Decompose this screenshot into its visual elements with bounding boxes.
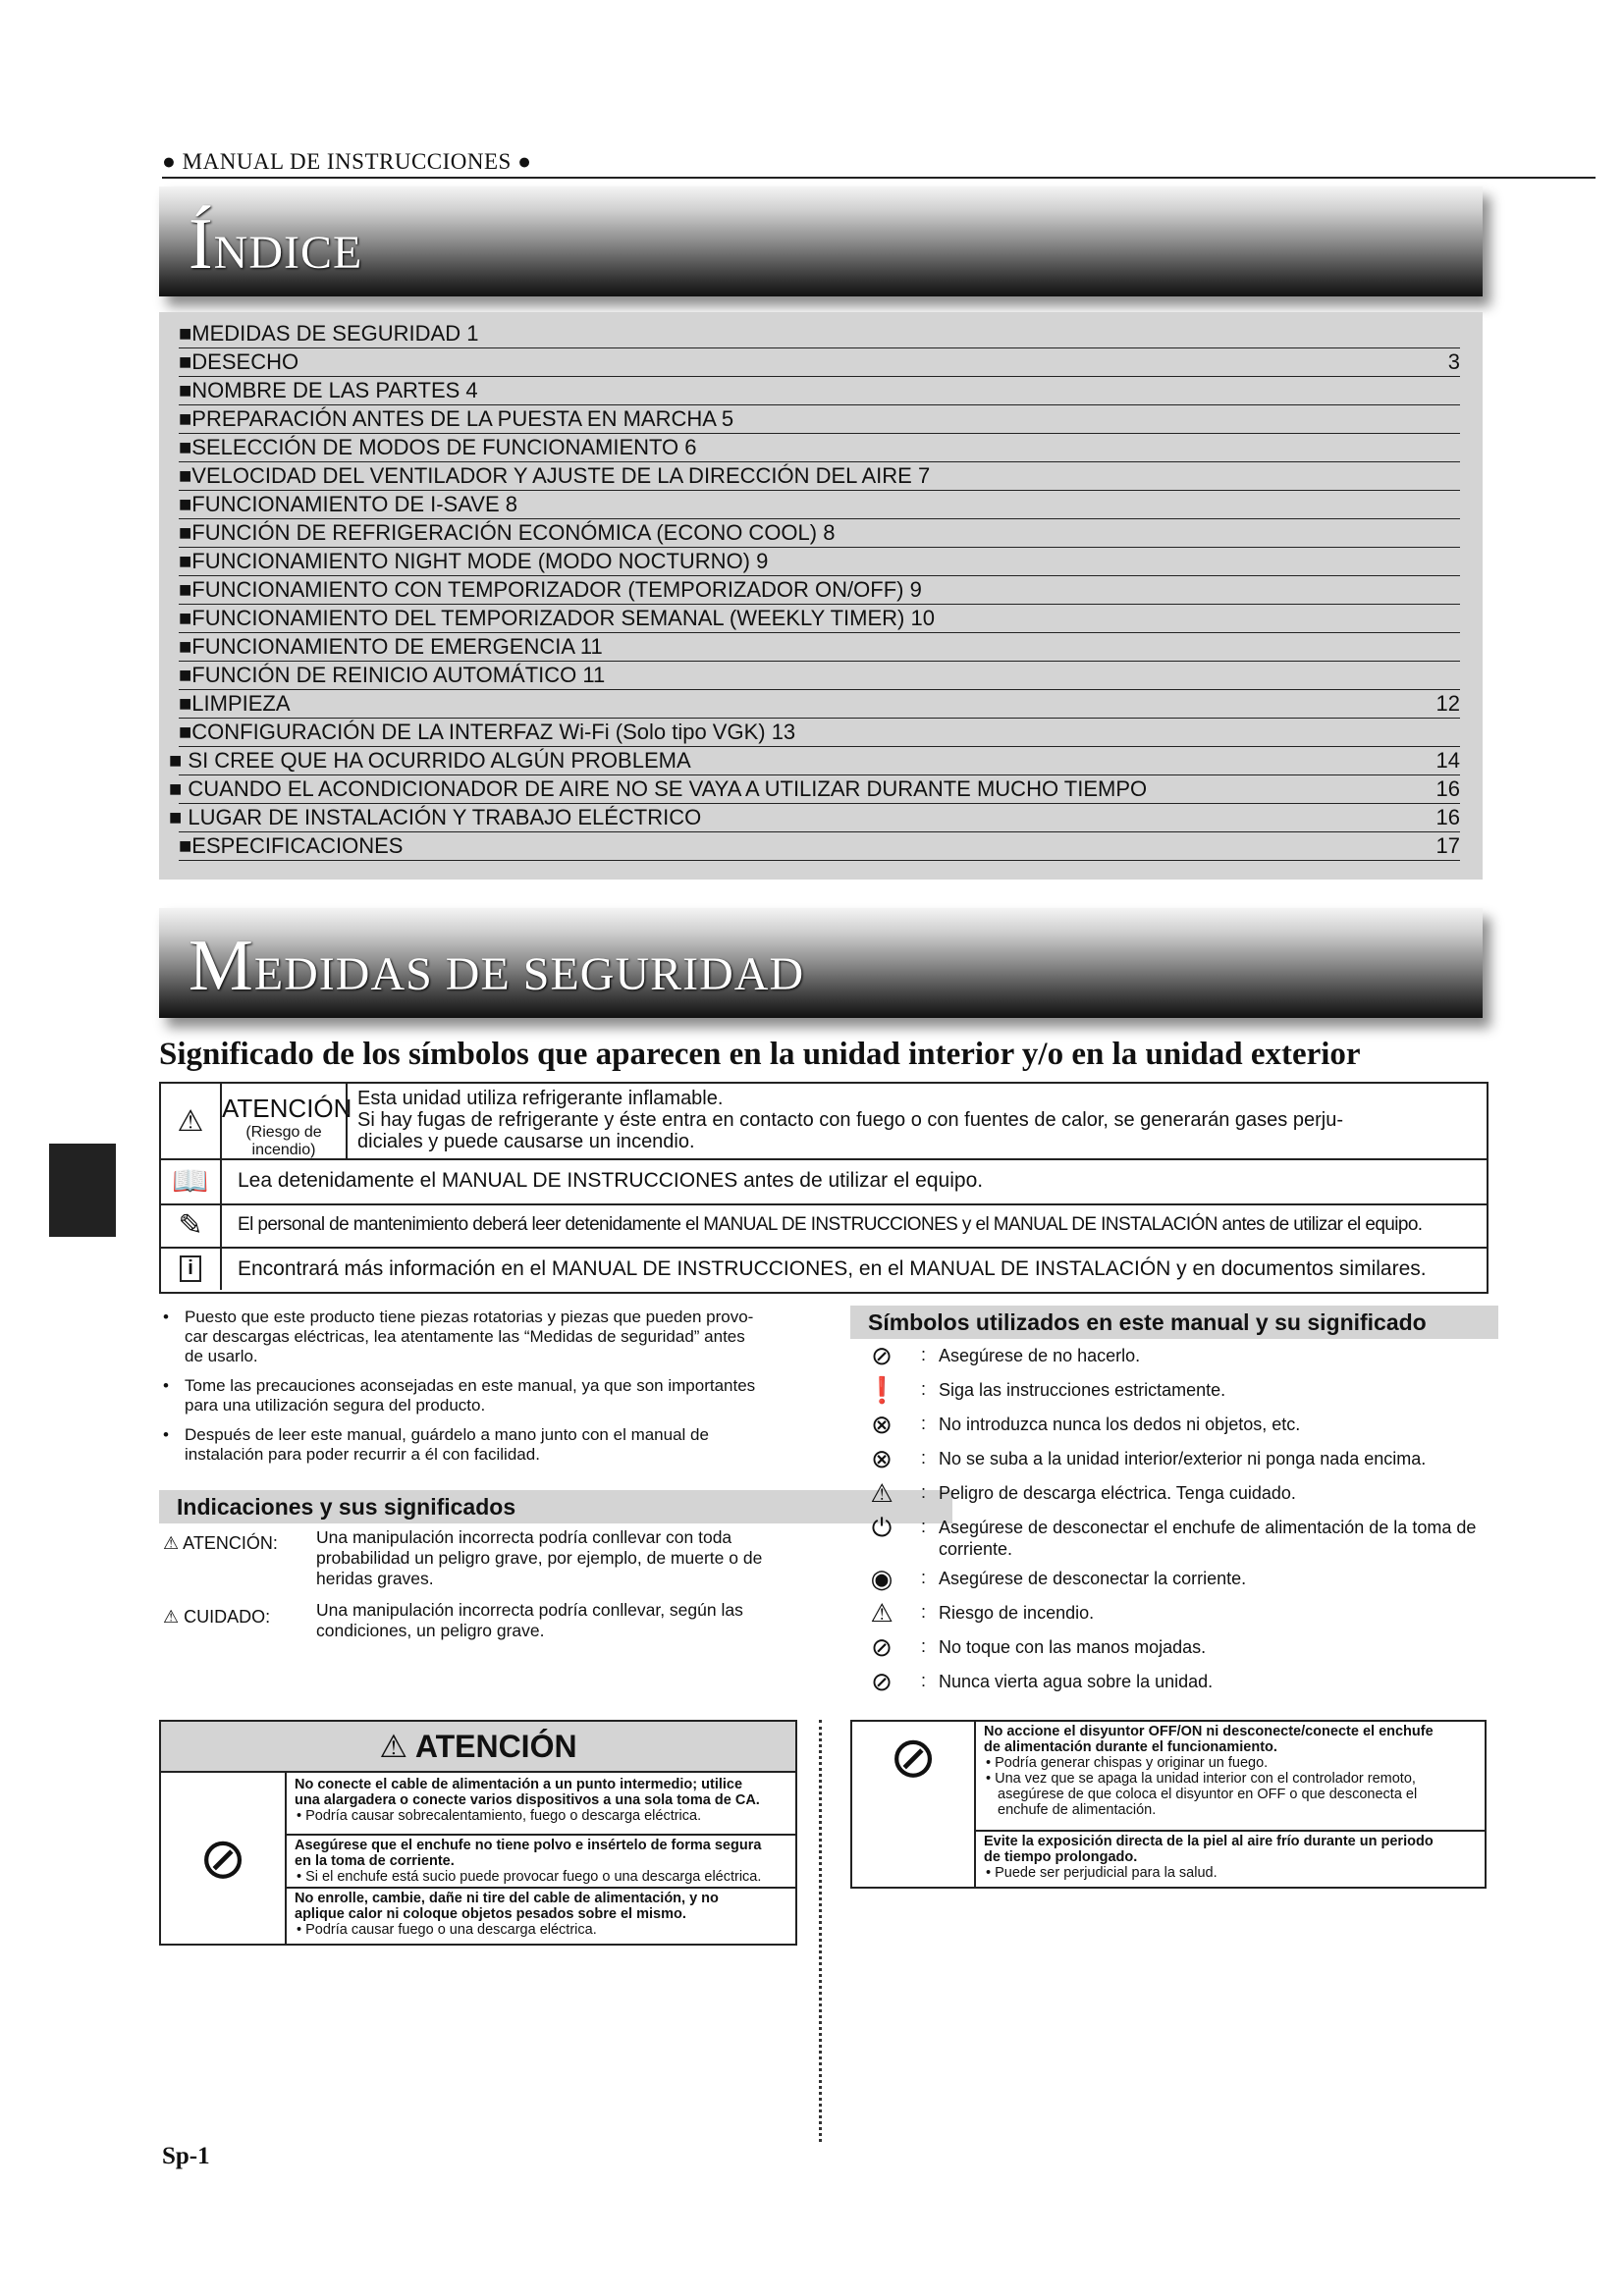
symbol-row-fire (161, 1084, 1487, 1160)
atencion-indication: ⚠ ATENCIÓN: (163, 1533, 278, 1553)
manual-text: Lea detenidamente el MANUAL DE INSTRUCCIONES antes de utilizar el equipo. (238, 1169, 984, 1192)
toc-entry-label: ■FUNCIONAMIENTO DE EMERGENCIA 11 (179, 634, 603, 659)
symbol-icon: ⊘ (871, 1632, 893, 1662)
symbol-text: Siga las instrucciones estrictamente. (939, 1380, 1226, 1400)
symbol-colon: : (921, 1379, 927, 1399)
symbol-icon: ⊘ (871, 1341, 893, 1370)
atencion-warning-box (159, 1720, 797, 1946)
symbol-icon: ⚠ (870, 1478, 893, 1508)
bullet-3: • Después de leer este manual, guárdelo a mano junto con el manual de instalación para poder recurrir a él con facilidad. (163, 1425, 709, 1464)
symbol-colon: : (921, 1482, 927, 1502)
atencion-text-1: Esta unidad utiliza refrigerante inflamable. (357, 1088, 724, 1109)
symbol-text: No se suba a la unidad interior/exterior ni ponga nada encima. (939, 1449, 1427, 1468)
toc-entry-label: ■FUNCIÓN DE REFRIGERACIÓN ECONÓMICA (ECONO COOL) 8 (179, 520, 836, 545)
symbol-row-info (161, 1247, 1487, 1290)
cuidado-indication: ⚠ CUIDADO: (163, 1607, 271, 1627)
toc-entry[interactable] (179, 490, 1460, 519)
symbol-icon: ⏻ (871, 1513, 893, 1542)
toc-entry-label: ■FUNCIÓN DE REINICIO AUTOMÁTICO 11 (179, 663, 606, 687)
toc-entry-label: ■PREPARACIÓN ANTES DE LA PUESTA EN MARCHA 5 (179, 406, 734, 431)
toc-entry-label: ■FUNCIONAMIENTO CON TEMPORIZADOR (TEMPORIZADOR ON/OFF) 9 (179, 577, 922, 602)
table-of-contents (159, 312, 1483, 880)
toc-entry[interactable] (179, 461, 1460, 491)
right-warning-box (850, 1720, 1487, 1889)
manual-symbol-item (850, 1410, 1489, 1443)
toc-entry-page: 14 (1435, 748, 1460, 773)
index-title: ÍNDICE (189, 204, 363, 285)
toc-entry[interactable] (179, 661, 1460, 690)
safety-title: MEDIDAS DE SEGURIDAD (189, 926, 805, 1006)
info-text: Encontrará más información en el MANUAL DE INSTRUCCIONES, en el MANUAL DE INSTALACIÓN y en documentos similares. (238, 1257, 1427, 1280)
atencion-text-3: diciales y puede causarse un incendio. (357, 1131, 695, 1152)
column-divider (819, 1720, 822, 2142)
toc-entry[interactable] (179, 632, 1460, 662)
symbol-colon: : (921, 1636, 927, 1656)
toc-entry-label: ■ CUANDO EL ACONDICIONADOR DE AIRE NO SE VAYA A UTILIZAR DURANTE MUCHO TIEMPO (169, 776, 1148, 801)
warning-left-item-2: Asegúrese que el enchufe no tiene polvo e insértelo de forma segura en la toma de corriente. • Si el enchufe está sucio puede provocar fuego o una descarga eléctrica. (295, 1838, 762, 1885)
toc-entry[interactable] (179, 547, 1460, 576)
toc-entry-label: ■FUNCIONAMIENTO DE I-SAVE 8 (179, 492, 517, 516)
warning-right-item-2: Evite la exposición directa de la piel al aire frío durante un periodo de tiempo prolongado. • Puede ser perjudicial para la salud. (984, 1834, 1434, 1881)
symbol-row-service (161, 1203, 1487, 1249)
prohibited-icon: ⊘ (889, 1726, 938, 1789)
symbol-text: Asegúrese de desconectar la corriente. (939, 1569, 1247, 1588)
symbol-text: Riesgo de incendio. (939, 1603, 1095, 1623)
toc-entry[interactable] (169, 774, 1460, 804)
bullet-1: • Puesto que este producto tiene piezas rotatorias y piezas que pueden provo- car descargas eléctricas, lea atentamente las “Medidas de seguridad” antes de usarlo. (163, 1308, 754, 1365)
toc-entry-label: ■NOMBRE DE LAS PARTES 4 (179, 378, 478, 402)
toc-entry-label: ■MEDIDAS DE SEGURIDAD 1 (179, 321, 479, 346)
toc-entry[interactable] (179, 518, 1460, 548)
book-icon: 📖 (161, 1158, 222, 1203)
running-head: ● MANUAL DE INSTRUCCIONES ● (162, 149, 532, 174)
symbol-icon: ❗ (866, 1375, 898, 1405)
toc-entry-label: ■SELECCIÓN DE MODOS DE FUNCIONAMIENTO 6 (179, 435, 697, 459)
symbol-text: Asegúrese de no hacerlo. (939, 1346, 1141, 1365)
toc-entry-label: ■ESPECIFICACIONES (179, 833, 404, 858)
atencion-box-header: ⚠ ATENCIÓN (161, 1722, 795, 1773)
manual-symbols-heading: Símbolos utilizados en este manual y su significado (850, 1306, 1498, 1339)
safety-banner (159, 908, 1483, 1018)
symbol-colon: : (921, 1517, 927, 1536)
symbol-icon: ◉ (870, 1564, 893, 1593)
symbol-colon: : (921, 1448, 927, 1468)
manual-symbol-item (850, 1564, 1489, 1597)
toc-entry-page: 16 (1435, 776, 1460, 801)
symbol-row-manual (161, 1158, 1487, 1205)
toc-entry[interactable] (179, 376, 1460, 405)
toc-entry[interactable] (179, 347, 1460, 377)
symbol-text: Nunca vierta agua sobre la unidad. (939, 1672, 1214, 1691)
warning-triangle-icon: ⚠ (163, 1533, 180, 1553)
symbol-text: Peligro de descarga eléctrica. Tenga cuidado. (939, 1483, 1296, 1503)
symbol-text: No introduzca nunca los dedos ni objetos, etc. (939, 1415, 1301, 1434)
toc-entry-page: 12 (1435, 691, 1460, 716)
manual-symbol-item (850, 1598, 1489, 1631)
flammable-warning-icon: ⚠ (161, 1084, 222, 1158)
symbol-icon: ⚠ (870, 1598, 893, 1628)
symbol-colon: : (921, 1345, 927, 1364)
manual-symbol-item (850, 1444, 1489, 1477)
toc-entry-label: ■FUNCIONAMIENTO NIGHT MODE (MODO NOCTURNO) 9 (179, 549, 769, 573)
symbol-icon: ⊗ (871, 1444, 893, 1473)
unit-symbols-table (159, 1082, 1489, 1294)
manual-symbol-item (850, 1632, 1489, 1666)
atencion-label: ATENCIÓN (222, 1094, 352, 1123)
toc-entry-page: 17 (1435, 833, 1460, 858)
toc-entry-page: 16 (1435, 805, 1460, 829)
toc-entry-label: ■CONFIGURACIÓN DE LA INTERFAZ Wi-Fi (Solo tipo VGK) 13 (179, 720, 796, 744)
toc-entry[interactable] (179, 433, 1460, 462)
symbol-colon: : (921, 1602, 927, 1622)
caution-triangle-icon: ⚠ (163, 1607, 180, 1627)
toc-entry-label: ■DESECHO (179, 349, 299, 374)
toc-entry[interactable] (169, 803, 1460, 832)
toc-entry[interactable] (169, 746, 1460, 775)
section-side-tab (49, 1144, 116, 1237)
service-text: El personal de mantenimiento deberá leer detenidamente el MANUAL DE INSTRUCCIONES y el MANUAL DE INSTALACIÓN antes de utilizar el equipo. (238, 1214, 1423, 1235)
toc-entry-label: ■VELOCIDAD DEL VENTILADOR Y AJUSTE DE LA DIRECCIÓN DEL AIRE 7 (179, 463, 931, 488)
toc-entry-page: 3 (1447, 349, 1460, 374)
manual-symbol-item (850, 1513, 1489, 1559)
symbol-text: Asegúrese de desconectar el enchufe de alimentación de la toma de corriente. (939, 1518, 1477, 1559)
warning-right-item-1: No accione el disyuntor OFF/ON ni desconecte/conecte el enchufe de alimentación durante el funcionamiento. • Podría generar chispas y originar un fuego. • Una vez que se apaga la unidad interior con el controlador remoto, asegúrese de que coloca el disyuntor en OFF o que desconecta el enchufe de alimentación. (984, 1724, 1434, 1818)
toc-entry-label: ■ SI CREE QUE HA OCURRIDO ALGÚN PROBLEMA (169, 748, 691, 773)
warning-left-item-1: No conecte el cable de alimentación a un punto intermedio; utilice una alargadera o conecte varios dispositivos a una sola toma de CA. • Podría causar sobrecalentamiento, fuego o descarga eléctrica. (295, 1777, 760, 1824)
manual-symbol-item (850, 1375, 1489, 1409)
manual-symbol-item (850, 1341, 1489, 1374)
info-icon: i (161, 1247, 222, 1290)
warning-triangle-icon: ⚠ (379, 1729, 408, 1764)
symbols-heading: Significado de los símbolos que aparecen en la unidad interior y/o en la unidad exterior (159, 1037, 1361, 1072)
symbol-icon: ⊗ (871, 1410, 893, 1439)
toc-entry[interactable] (179, 718, 1460, 747)
fire-risk-label: (Riesgo de incendio) (245, 1124, 322, 1158)
symbol-text: No toque con las manos mojadas. (939, 1637, 1207, 1657)
toc-entry-label: ■LIMPIEZA (179, 691, 291, 716)
warning-left-item-3: No enrolle, cambie, dañe ni tire del cable de alimentación, y no aplique calor ni coloque objetos pesados sobre el mismo. • Podría causar fuego o una descarga eléctrica. (295, 1891, 719, 1938)
manual-symbol-item (850, 1667, 1489, 1700)
page-number: Sp-1 (162, 2143, 210, 2169)
header-rule (162, 177, 1596, 179)
toc-entry[interactable] (179, 575, 1460, 605)
toc-entry-label: ■FUNCIONAMIENTO DEL TEMPORIZADOR SEMANAL (WEEKLY TIMER) 10 (179, 606, 935, 630)
indications-heading: Indicaciones y sus significados (159, 1490, 952, 1523)
toc-entry[interactable] (179, 689, 1460, 719)
symbol-colon: : (921, 1671, 927, 1690)
toc-entry[interactable] (179, 604, 1460, 633)
toc-entry[interactable] (179, 831, 1460, 861)
toc-entry[interactable] (179, 319, 1460, 348)
manual-symbol-item (850, 1478, 1489, 1512)
index-banner (159, 187, 1483, 296)
symbol-icon: ⊘ (871, 1667, 893, 1696)
symbol-colon: : (921, 1414, 927, 1433)
symbol-colon: : (921, 1568, 927, 1587)
bullet-2: • Tome las precauciones aconsejadas en este manual, ya que son importantes para una utilización segura del producto. (163, 1376, 756, 1415)
service-manual-icon: ✎ (161, 1203, 222, 1247)
atencion-text-2: Si hay fugas de refrigerante y éste entra en contacto con fuego o con fuentes de calor, se generarán gases perju- (357, 1109, 1343, 1131)
prohibited-icon: ⊘ (198, 1827, 247, 1891)
toc-entry-label: ■ LUGAR DE INSTALACIÓN Y TRABAJO ELÉCTRICO (169, 805, 702, 829)
toc-entry[interactable] (179, 404, 1460, 434)
